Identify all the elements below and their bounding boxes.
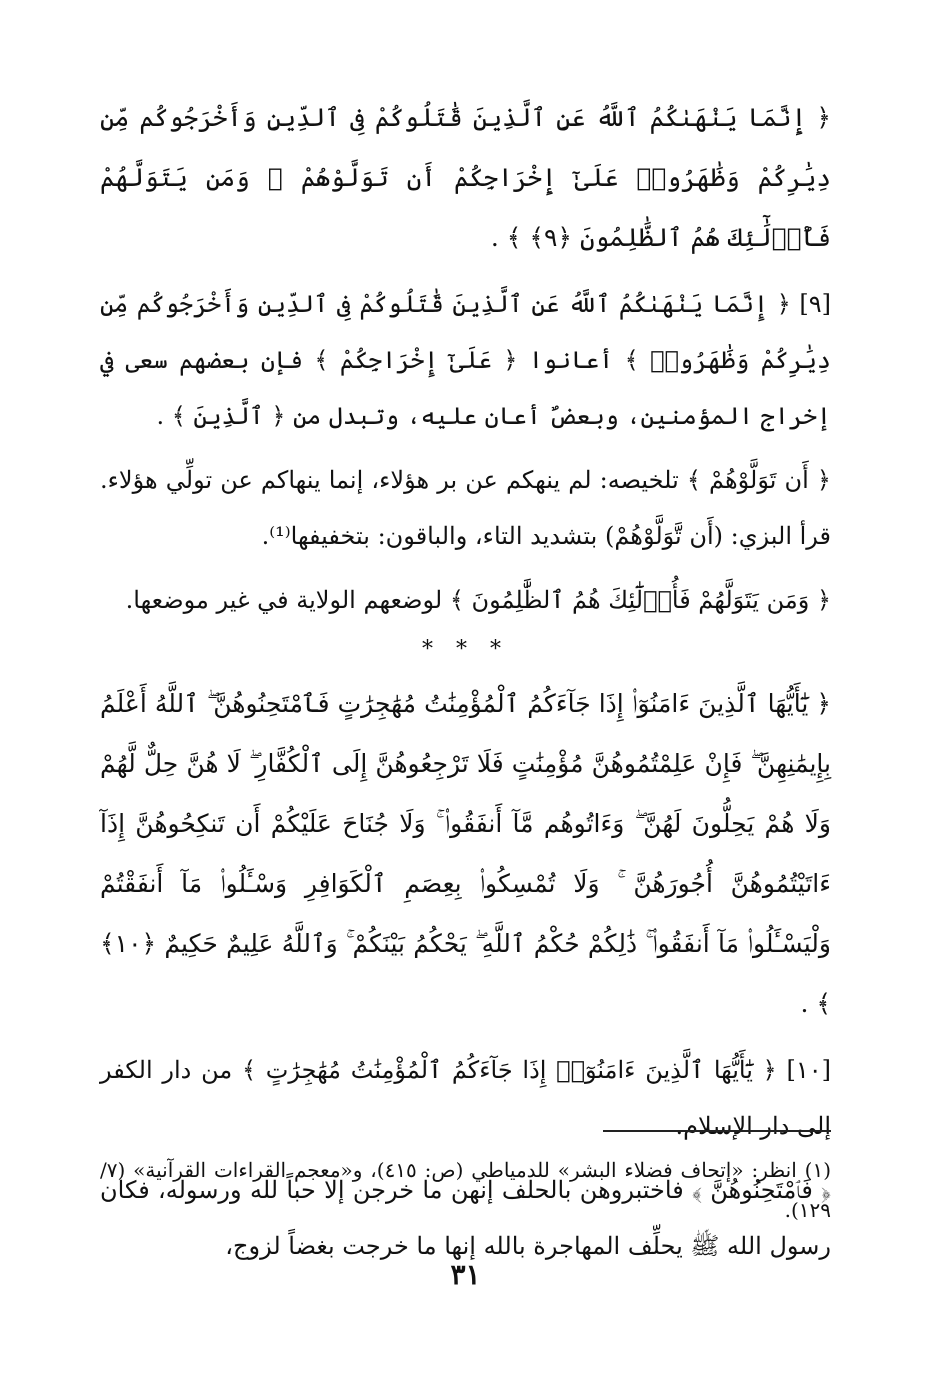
commentary-paragraph-10-1: [١٠] ﴿ يَٰٓأَيُّهَا ٱلَّذِينَ ءَامَنُوٓا۟ إِذَا جَآءَكُمُ ٱلْمُؤْمِنَٰتُ مُهَٰجِرَٰتٍ ﴾ من دار الكفر إلى دار الإسلام. (100, 1056, 831, 1140)
commentary-paragraph-9-3: ﴿ وَمَن يَتَوَلَّهُمْ فَأُو۟لَٰٓئِكَ هُمُ ٱلظَّٰلِمُونَ ﴾ لوضعهم الولاية في غير موضعها. (125, 586, 831, 614)
verse-10: ﴿ يَٰٓأَيُّهَا ٱلَّذِينَ ءَامَنُوٓا۟ إِذَا جَآءَكُمُ ٱلْمُؤْمِنَٰتُ مُهَٰجِرَٰتٍ فَٱمْتَحِنُوهُنَّ ۖ ٱللَّهُ أَعْلَمُ بِإِيمَٰنِهِنَّ ۖ فَإِنْ عَلِمْتُمُوهُنَّ مُؤْمِنَٰتٍ فَلَا تَرْجِعُوهُنَّ إِلَى ٱلْكُفَّارِ ۖ لَا هُنَّ حِلٌّ لَّهُمْ وَلَا هُمْ يَحِلُّونَ لَهُنَّ ۖ وَءَاتُوهُم مَّآ أَنفَقُوا۟ ۚ وَلَا جُنَاحَ عَلَيْكُمْ أَن تَنكِحُوهُنَّ إِذَآ ءَاتَيْتُمُوهُنَّ أُجُورَهُنَّ ۚ وَلَا تُمْسِكُوا۟ بِعِصَمِ ٱلْكَوَافِرِ وَسْـَٔلُوا۟ مَآ أَنفَقْتُمْ وَلْيَسْـَٔلُوا۟ مَآ أَنفَقُوا۟ ۚ ذَٰلِكُمْ حُكْمُ ٱللَّهِ ۖ يَحْكُمُ بَيْنَكُمْ ۚ وَٱللَّهُ عَلِيمٌ حَكِيمٌ ﴿١٠﴾ ﴾ . (100, 689, 831, 1018)
commentary-paragraph-9-2: ﴿ أَن تَوَلَّوْهُمْ ﴾ تلخيصه: لم ينهكم عن بر هؤلاء، إنما ينهاكم عن تولِّي هؤلاء. قرأ البزي: (أَن تَّوَلَّوْهُمْ) بتشديد التاء، والباقون: بتخفيفها⁽¹⁾. (100, 466, 831, 550)
footnote-divider (603, 1130, 831, 1132)
footnote-1: (١) انظر: «إتحاف فضلاء البشر» للدمياطي (ص: ٤١٥)، و«معجم القراءات القرآنية» (٧/ ١٢٩). (100, 1158, 831, 1222)
verse-9: ﴿ إِنَّمَا يَنْهَىٰكُمُ ٱللَّهُ عَنِ ٱلَّذِينَ قَٰتَلُوكُمْ فِى ٱلدِّينِ وَأَخْرَجُوكُم مِّن دِيَٰرِكُمْ وَظَٰهَرُوا۟ عَلَىٰٓ إِخْرَاجِكُمْ أَن تَوَلَّوْهُمْ ۚ وَمَن يَتَوَلَّهُمْ فَأُو۟لَٰٓئِكَ هُمُ ٱلظَّٰلِمُونَ ﴿٩﴾ ﴾ . (100, 103, 831, 252)
commentary-paragraph-10-2: ﴿ فَٱمْتَحِنُوهُنَّ ﴾ فاختبروهن بالحلف إنهن ما خرجن إلا حباً لله ورسوله، فكان رسول الله ﷺ يحلِّف المهاجرة بالله إنها ما خرجت بغضاً لزوج، (100, 1176, 831, 1260)
page-number: ٣١ (450, 1258, 481, 1291)
section-separator: * * * (422, 637, 509, 662)
commentary-paragraph-9-1: [٩] ﴿ إِنَّمَا يَنْهَىٰكُمُ ٱللَّهُ عَنِ ٱلَّذِينَ قَٰتَلُوكُمْ فِى ٱلدِّينِ وَأَخْرَجُوكُم مِّن دِيَٰرِكُمْ وَظَٰهَرُوا۟ ﴾ أعانوا ﴿ عَلَىٰٓ إِخْرَاجِكُمْ ﴾ فإن بعضهم سعى في إخراج المؤمنين، وبعضٌ أعان عليه، وتبدل من ﴿ ٱلَّذِينَ ﴾ . (100, 290, 832, 430)
